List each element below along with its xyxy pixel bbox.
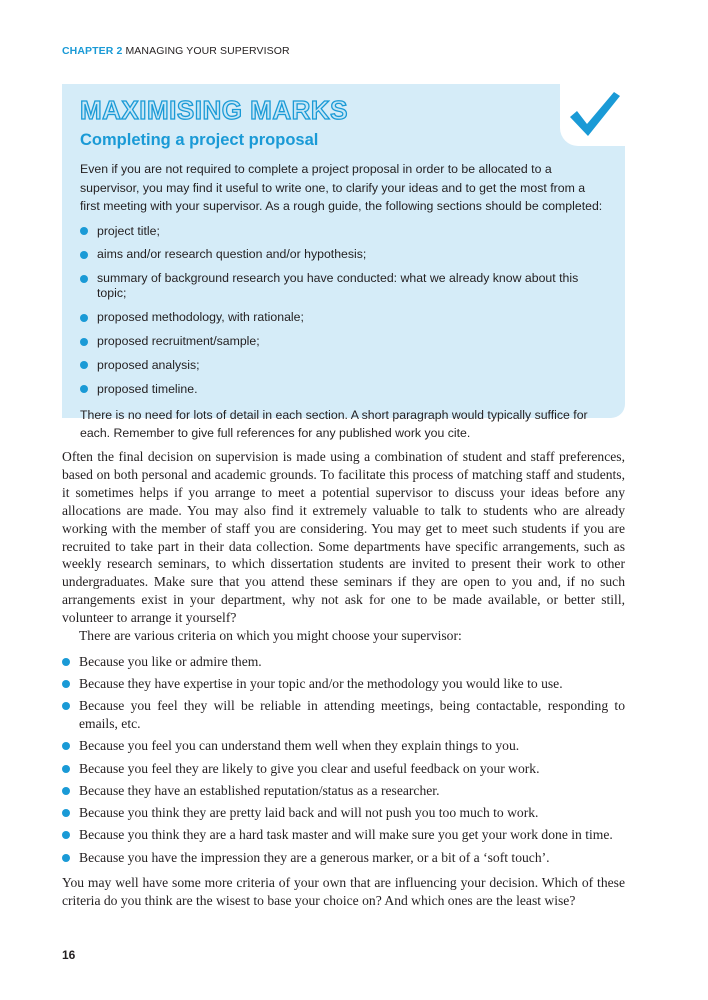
bullet-icon [62, 680, 70, 688]
bullet-icon [80, 314, 88, 322]
bullet-icon [62, 809, 70, 817]
main-text [62, 448, 625, 910]
list-item: Because you feel you can understand them well when they explain things to you. [62, 737, 625, 755]
list-item: Because you feel they are likely to give you clear and useful feedback on your work. [62, 760, 625, 778]
maximising-marks-box [62, 84, 625, 441]
box-intro: Even if you are not required to complete a project proposal in order to be allocated to a supervisor, you may find it useful to write one, to clarify your ideas and to get the most from a first meeting with your supervisor. As a rough guide, the following sections should be completed: [80, 162, 603, 213]
paragraph: There are various criteria on which you might choose your supervisor: [79, 628, 462, 644]
bullet-icon [62, 658, 70, 666]
bullet-icon [80, 251, 88, 259]
bullet-icon [80, 361, 88, 369]
paragraph: Often the final decision on supervision is made using a combination of student and staff preferences, based on both personal and academic grounds. To facilitate this process of matching staff and students, it sometimes helps if you arrange to meet a potential supervisor to discuss your ideas before any allocations are made. You may also find it extremely valuable to talk to students who are already working with the member of staff you are considering. You may get to meet such students if you are recruited to take part in their data collection. Some departments have specific arrangements, such as weekly research seminars, to which dissertation students are invited to present their work to other undergraduates. Make sure that you attend these seminars if they are open to you and, if no such arrangements exist in your department, why not ask for one to be made available, or better still, volunteer to arrange it yourself? [62, 449, 625, 626]
bullet-icon [80, 275, 88, 283]
bullet-icon [62, 742, 70, 750]
list-item: Because they have expertise in your topic and/or the methodology you would like to use. [62, 675, 625, 693]
list-item: proposed methodology, with rationale; [80, 310, 607, 325]
paragraph: You may well have some more criteria of your own that are influencing your decision. Which of these criteria do you think are the wisest to base your choice on? And which ones are the least wise? [62, 875, 625, 909]
bullet-icon [62, 765, 70, 773]
bullet-icon [62, 854, 70, 862]
list-item: Because you think they are a hard task master and will make sure you get your work done in time. [62, 826, 625, 844]
bullet-icon [80, 227, 88, 235]
box-title: MAXIMISING MARKS [80, 95, 348, 125]
list-item: Because you feel they will be reliable in attending meetings, being contactable, responding to emails, etc. [62, 697, 625, 733]
criteria-list [62, 653, 625, 866]
page-number: 16 [62, 948, 76, 962]
bullet-icon [62, 787, 70, 795]
list-item: project title; [80, 224, 607, 239]
list-item: aims and/or research question and/or hypothesis; [80, 247, 607, 262]
proposal-sections-list [80, 224, 607, 397]
list-item: summary of background research you have conducted: what we already know about this topic; [80, 271, 607, 301]
bullet-icon [62, 702, 70, 710]
list-item: proposed analysis; [80, 358, 607, 373]
bullet-icon [80, 385, 88, 393]
box-subtitle: Completing a project proposal [80, 131, 319, 149]
list-item: proposed recruitment/sample; [80, 334, 607, 349]
box-outro: There is no need for lots of detail in each section. A short paragraph would typically suffice for each. Remember to give full references for any published work you cite. [80, 407, 588, 441]
bullet-icon [80, 338, 88, 346]
chapter-title: MANAGING YOUR SUPERVISOR [125, 45, 290, 57]
list-item: Because you like or admire them. [62, 653, 625, 671]
checkmark-icon [560, 84, 626, 146]
bullet-icon [62, 831, 70, 839]
running-head [62, 45, 290, 57]
list-item: Because you think they are pretty laid back and will not push you too much to work. [62, 804, 625, 822]
chapter-label: CHAPTER 2 [62, 45, 123, 57]
list-item: proposed timeline. [80, 382, 607, 397]
list-item: Because you have the impression they are a generous marker, or a bit of a ‘soft touch’. [62, 849, 625, 867]
list-item: Because they have an established reputation/status as a researcher. [62, 782, 625, 800]
